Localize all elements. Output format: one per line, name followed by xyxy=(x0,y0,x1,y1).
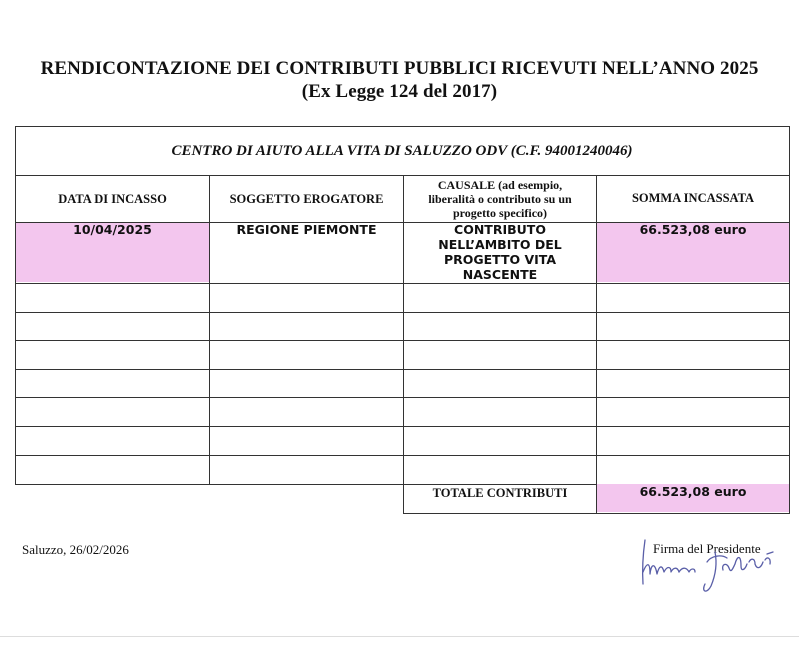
row-payer: REGIONE PIEMONTE xyxy=(236,222,377,237)
document-subtitle: (Ex Legge 124 del 2017) xyxy=(301,81,498,102)
total-label: TOTALE CONTRIBUTI xyxy=(432,486,568,500)
row-cause: CONTRIBUTO NELL’AMBITO DEL PROGETTO VITA NASCENTE xyxy=(438,222,562,282)
total-row-right xyxy=(789,484,790,514)
total-row-bottom xyxy=(403,513,790,514)
header-date: DATA DI INCASSO xyxy=(58,192,167,206)
document-title: RENDICONTAZIONE DEI CONTRIBUTI PUBBLICI RICEVUTI NELL’ANNO 2025 xyxy=(40,58,759,79)
signature-label: Firma del Presidente xyxy=(653,541,761,556)
row-date: 10/04/2025 xyxy=(73,222,152,237)
row-amount: 66.523,08 euro xyxy=(639,222,747,237)
total-value: 66.523,08 euro xyxy=(639,484,747,499)
header-cause: CAUSALE (ad esempio, liberalità o contributo su un progetto specifico) xyxy=(428,178,572,220)
president-signature-icon xyxy=(637,532,787,602)
page-bottom-rule xyxy=(0,636,799,637)
place-date: Saluzzo, 26/02/2026 xyxy=(22,542,129,557)
header-amount: SOMMA INCASSATA xyxy=(631,191,755,205)
organization-name: CENTRO DI AIUTO ALLA VITA DI SALUZZO ODV (C.F. 94001240046) xyxy=(171,143,633,159)
header-payer: SOGGETTO EROGATORE xyxy=(229,192,384,206)
